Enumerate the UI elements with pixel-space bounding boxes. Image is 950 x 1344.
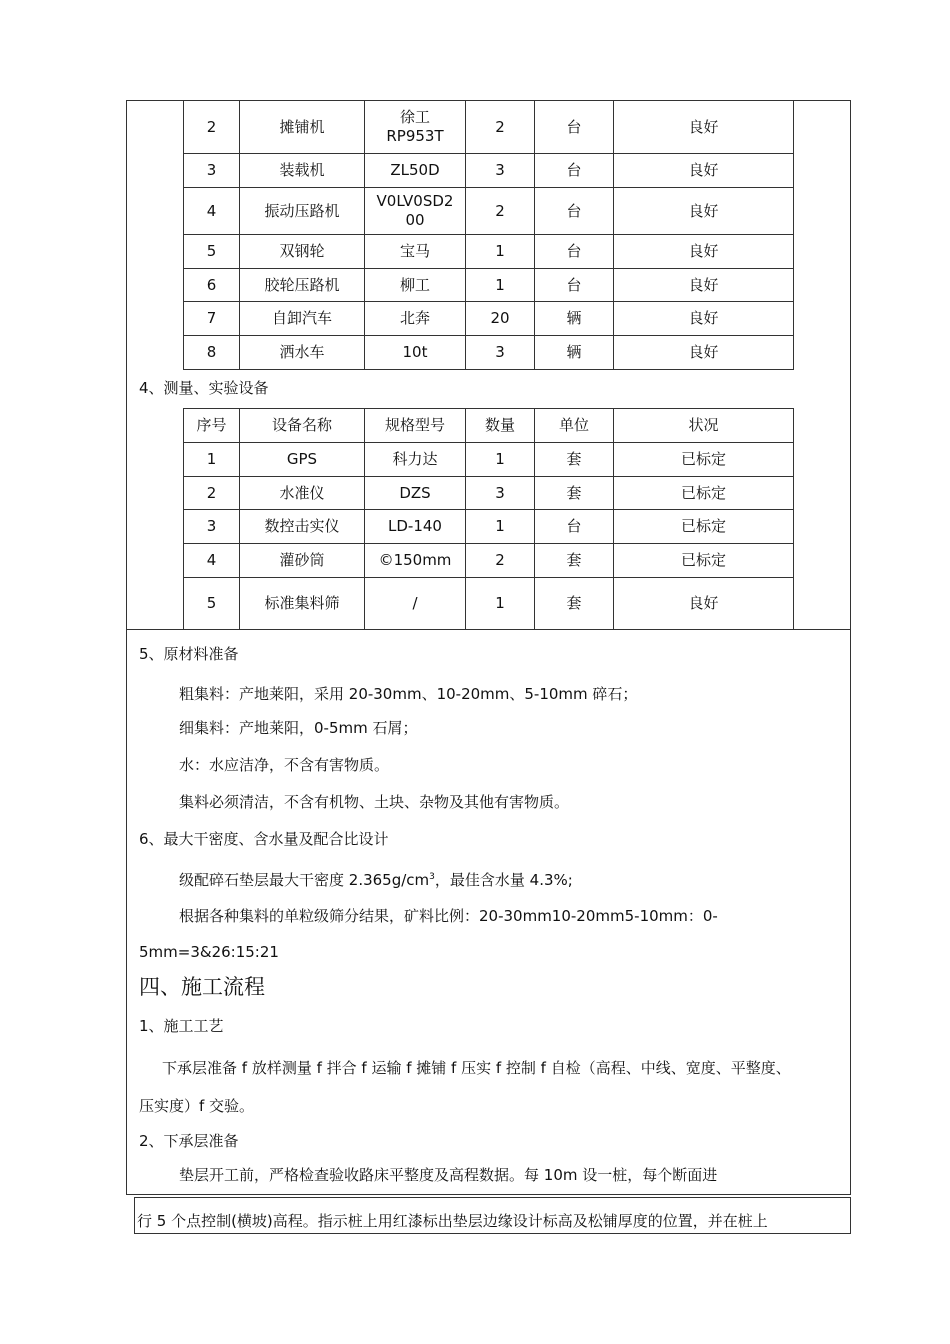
chapter-4-title: 四、施工流程 bbox=[139, 975, 265, 999]
cell-name: 数控击实仪 bbox=[240, 510, 365, 544]
cell-unit: 台 bbox=[535, 188, 614, 235]
cell-status: 良好 bbox=[614, 336, 794, 370]
table-row bbox=[184, 443, 794, 477]
process-flow-line-cont: 压实度）f 交验。 bbox=[139, 1097, 255, 1115]
cell-spec: V0LV0SD2 00 bbox=[365, 188, 466, 235]
section-6-title: 6、最大干密度、含水量及配合比设计 bbox=[139, 830, 389, 848]
density-unit-exponent: 3 bbox=[429, 872, 435, 882]
cell-spec: / bbox=[365, 578, 466, 630]
base-prep-line-cont: 行 5 个点控制(横坡)高程。指示桩上用红漆标出垫层边缘设计标高及松铺厚度的位置，并在桩上 bbox=[137, 1212, 768, 1230]
cell-name: 标准集料筛 bbox=[240, 578, 365, 630]
cell-spec: ZL50D bbox=[365, 154, 466, 188]
cell-qty: 3 bbox=[466, 336, 535, 370]
header-unit: 单位 bbox=[535, 409, 614, 443]
cell-name: 洒水车 bbox=[240, 336, 365, 370]
material-line: 细集料：产地莱阳，0-5mm 石屑； bbox=[179, 719, 418, 737]
cell-no: 1 bbox=[184, 443, 240, 477]
cell-status: 已标定 bbox=[614, 510, 794, 544]
cell-no: 8 bbox=[184, 336, 240, 370]
cell-unit: 套 bbox=[535, 443, 614, 477]
table-row bbox=[184, 544, 794, 578]
cell-qty: 1 bbox=[466, 443, 535, 477]
moisture-text: ，最佳含水量 4.3%; bbox=[434, 871, 573, 889]
cell-no: 2 bbox=[184, 477, 240, 510]
cell-spec: ©150mm bbox=[365, 544, 466, 578]
cell-spec: DZS bbox=[365, 477, 466, 510]
cell-qty: 3 bbox=[466, 477, 535, 510]
cell-name: 胶轮压路机 bbox=[240, 269, 365, 302]
material-line: 粗集料：产地莱阳，采用 20-30mm、10-20mm、5-10mm 碎石； bbox=[179, 685, 638, 703]
cell-name: 水准仪 bbox=[240, 477, 365, 510]
cell-status: 良好 bbox=[614, 154, 794, 188]
cell-status: 良好 bbox=[614, 269, 794, 302]
cell-name: 灌砂筒 bbox=[240, 544, 365, 578]
cell-spec: 宝马 bbox=[365, 235, 466, 269]
cell-name: GPS bbox=[240, 443, 365, 477]
cell-status: 良好 bbox=[614, 188, 794, 235]
cell-status: 良好 bbox=[614, 302, 794, 336]
cell-unit: 套 bbox=[535, 578, 614, 630]
material-line: 集料必须清洁，不含有机物、土块、杂物及其他有害物质。 bbox=[179, 793, 570, 811]
cell-status: 已标定 bbox=[614, 443, 794, 477]
cell-name: 双钢轮 bbox=[240, 235, 365, 269]
cell-spec: 10t bbox=[365, 336, 466, 370]
table-row bbox=[184, 101, 794, 154]
cell-unit: 台 bbox=[535, 235, 614, 269]
cell-no: 3 bbox=[184, 510, 240, 544]
table-row bbox=[184, 477, 794, 510]
cell-unit: 套 bbox=[535, 477, 614, 510]
header-qty: 数量 bbox=[466, 409, 535, 443]
cell-qty: 1 bbox=[466, 235, 535, 269]
process-flow-line: 下承层准备 f 放样测量 f 拌合 f 运输 f 摊铺 f 压实 f 控制 f 自检（高程、中线、宽度、平整度、 bbox=[162, 1059, 791, 1077]
table-row bbox=[184, 302, 794, 336]
base-prep-line: 垫层开工前，严格检查验收路床平整度及高程数据。每 10m 设一桩，每个断面进 bbox=[179, 1166, 718, 1184]
construction-equipment-table bbox=[183, 100, 794, 370]
header-name: 设备名称 bbox=[240, 409, 365, 443]
cell-qty: 1 bbox=[466, 510, 535, 544]
table-header-row bbox=[184, 409, 794, 443]
table-row bbox=[184, 154, 794, 188]
cell-spec: 徐工 RP953T bbox=[365, 101, 466, 154]
testing-equipment-table bbox=[183, 408, 794, 630]
section-5-title: 5、原材料准备 bbox=[139, 645, 239, 663]
mix-ratio-line-cont: 5mm=3&26:15:21 bbox=[139, 943, 279, 961]
cell-no: 5 bbox=[184, 235, 240, 269]
table-row bbox=[184, 188, 794, 235]
cell-spec: 科力达 bbox=[365, 443, 466, 477]
cell-status: 已标定 bbox=[614, 544, 794, 578]
cell-qty: 20 bbox=[466, 302, 535, 336]
cell-unit: 套 bbox=[535, 544, 614, 578]
cell-name: 摊铺机 bbox=[240, 101, 365, 154]
cell-status: 良好 bbox=[614, 101, 794, 154]
table-row bbox=[184, 510, 794, 544]
cell-qty: 1 bbox=[466, 269, 535, 302]
cell-qty: 1 bbox=[466, 578, 535, 630]
cell-unit: 台 bbox=[535, 154, 614, 188]
cell-no: 6 bbox=[184, 269, 240, 302]
section-4-title: 4、测量、实验设备 bbox=[139, 379, 269, 397]
density-text: 级配碎石垫层最大干密度 2.365g/cm bbox=[179, 871, 430, 889]
cell-no: 5 bbox=[184, 578, 240, 630]
table-row bbox=[184, 336, 794, 370]
cell-spec: 柳工 bbox=[365, 269, 466, 302]
cell-no: 2 bbox=[184, 101, 240, 154]
cell-unit: 台 bbox=[535, 510, 614, 544]
section-divider bbox=[126, 629, 851, 630]
cell-unit: 辆 bbox=[535, 302, 614, 336]
table-row bbox=[184, 235, 794, 269]
cell-unit: 辆 bbox=[535, 336, 614, 370]
cell-status: 已标定 bbox=[614, 477, 794, 510]
cell-qty: 2 bbox=[466, 188, 535, 235]
cell-name: 装载机 bbox=[240, 154, 365, 188]
density-line bbox=[179, 867, 573, 890]
cell-qty: 3 bbox=[466, 154, 535, 188]
cell-name: 自卸汽车 bbox=[240, 302, 365, 336]
cell-spec: 北奔 bbox=[365, 302, 466, 336]
header-spec: 规格型号 bbox=[365, 409, 466, 443]
cell-unit: 台 bbox=[535, 269, 614, 302]
cell-no: 4 bbox=[184, 188, 240, 235]
cell-qty: 2 bbox=[466, 544, 535, 578]
header-no: 序号 bbox=[184, 409, 240, 443]
header-status: 状况 bbox=[614, 409, 794, 443]
table-row bbox=[184, 269, 794, 302]
cell-status: 良好 bbox=[614, 578, 794, 630]
cell-qty: 2 bbox=[466, 101, 535, 154]
step-2-title: 2、下承层准备 bbox=[139, 1132, 239, 1150]
cell-no: 4 bbox=[184, 544, 240, 578]
cell-name: 振动压路机 bbox=[240, 188, 365, 235]
cell-unit: 台 bbox=[535, 101, 614, 154]
cell-spec: LD-140 bbox=[365, 510, 466, 544]
cell-status: 良好 bbox=[614, 235, 794, 269]
cell-no: 7 bbox=[184, 302, 240, 336]
material-line: 水：水应洁净，不含有害物质。 bbox=[179, 756, 390, 774]
step-1-title: 1、施工工艺 bbox=[139, 1017, 224, 1035]
cell-no: 3 bbox=[184, 154, 240, 188]
table-row bbox=[184, 578, 794, 630]
mix-ratio-line: 根据各种集料的单粒级筛分结果，矿料比例：20-30mm10-20mm5-10mm：0- bbox=[179, 907, 718, 925]
